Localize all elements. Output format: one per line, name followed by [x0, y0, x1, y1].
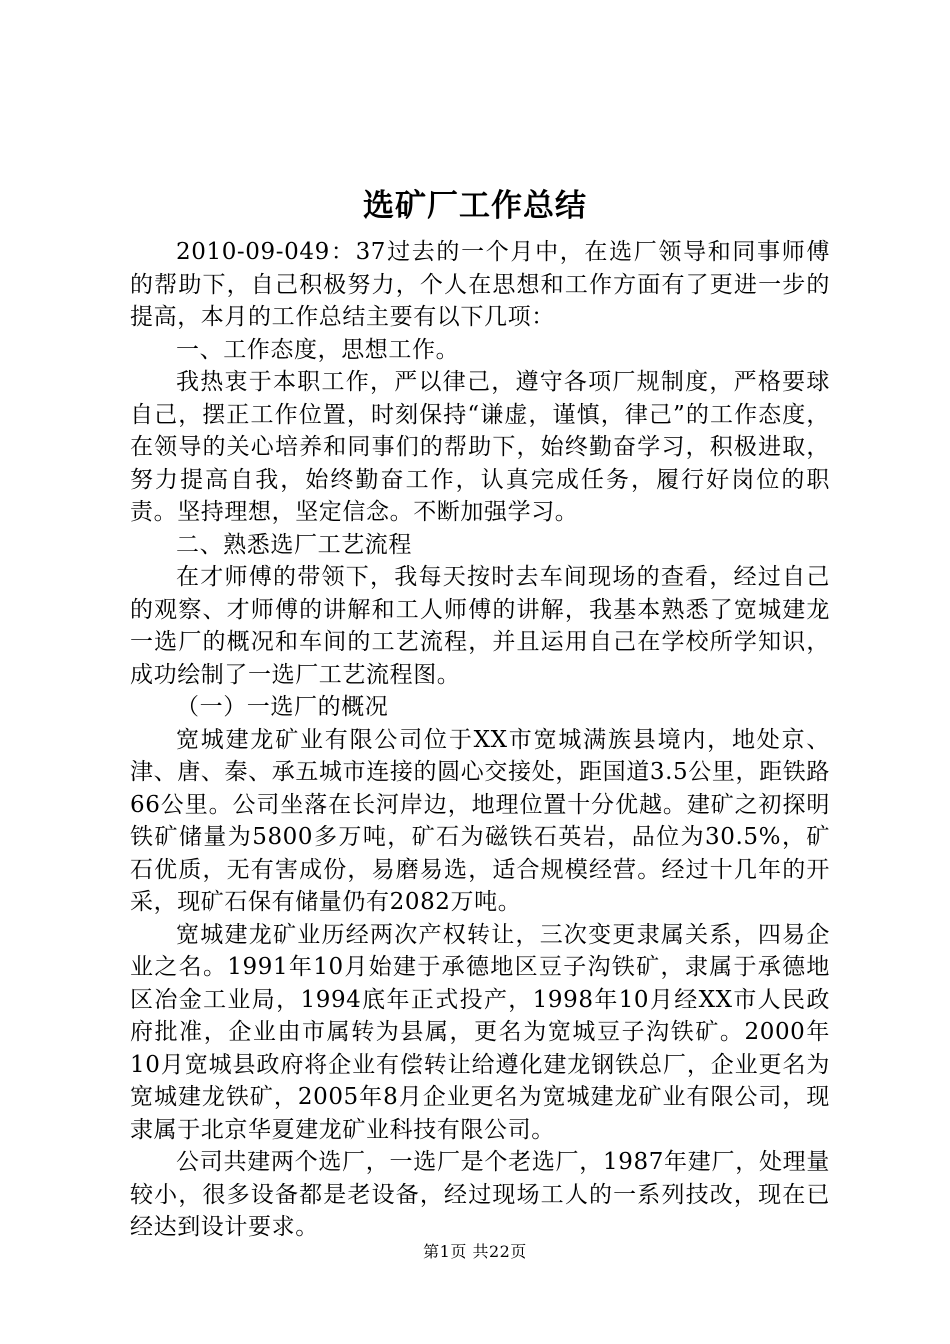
document-title: 选矿厂工作总结 [363, 188, 587, 224]
paragraph-company-location: 宽城建龙矿业有限公司位于XX市宽城满族县境内，地处京、津、唐、秦、承五城市连接的圆心交接处，距国道3.5公里，距铁路66公里。公司坐落在长河岸边，地理位置十分优越。建矿之初探明铁矿储量为5800多万吨，矿石为磁铁石英岩，品位为30.5%，矿石优质，无有害成份，易磨易选，适合规模经营。经过十几年的开采，现矿石保有储量仍有2082万吨。 [130, 726, 830, 915]
paragraph-intro: 2010-09-049：37过去的一个月中，在选厂领导和同事师傅的帮助下，自己积极努力，个人在思想和工作方面有了更进一步的提高，本月的工作总结主要有以下几项： [130, 239, 830, 330]
section-heading-process-flow: 二、熟悉选厂工艺流程 [176, 531, 412, 558]
page-number-footer: 第1页 共22页 [423, 1242, 527, 1261]
paragraph-company-history: 宽城建龙矿业历经两次产权转让，三次变更隶属关系，四易企业之名。1991年10月始建于承德地区豆子沟铁矿，隶属于承德地区冶金工业局，1994底年正式投产，1998年10月经XX市人民政府批准，企业由市属转为县属，更名为宽城豆子沟铁矿。2000年10月宽城县政府将企业有偿转让给遵化建龙钢铁总厂，企业更名为宽城建龙铁矿，2005年8月企业更名为宽城建龙矿业有限公司，现隶属于北京华夏建龙矿业科技有限公司。 [130, 921, 830, 1143]
document-body [130, 236, 830, 1244]
subsection-heading-plant-overview: （一）一选厂的概况 [176, 694, 389, 720]
paragraph-work-attitude: 我热衷于本职工作，严以律己，遵守各项厂规制度，严格要球自己，摆正工作位置，时刻保持“谦虚，谨慎，律己”的工作态度，在领导的关心培养和同事们的帮助下，始终勤奋学习，积极进取，努力提高自我，始终勤奋工作，认真完成任务，履行好岗位的职责。坚持理想，坚定信念。不断加强学习。 [130, 369, 830, 525]
section-heading-work-attitude: 一、工作态度，思想工作。 [176, 336, 460, 363]
paragraph-process-flow: 在才师傅的带领下，我每天按时去车间现场的查看，经过自己的观察、才师傅的讲解和工人师傅的讲解，我基本熟悉了宽城建龙一选厂的概况和车间的工艺流程，并且运用自己在学校所学知识，成功绘制了一选厂工艺流程图。 [130, 564, 830, 688]
paragraph-plants: 公司共建两个选厂，一选厂是个老选厂，1987年建厂，处理量较小，很多设备都是老设备，经过现场工人的一系列技改，现在已经达到设计要求。 [130, 1149, 830, 1240]
